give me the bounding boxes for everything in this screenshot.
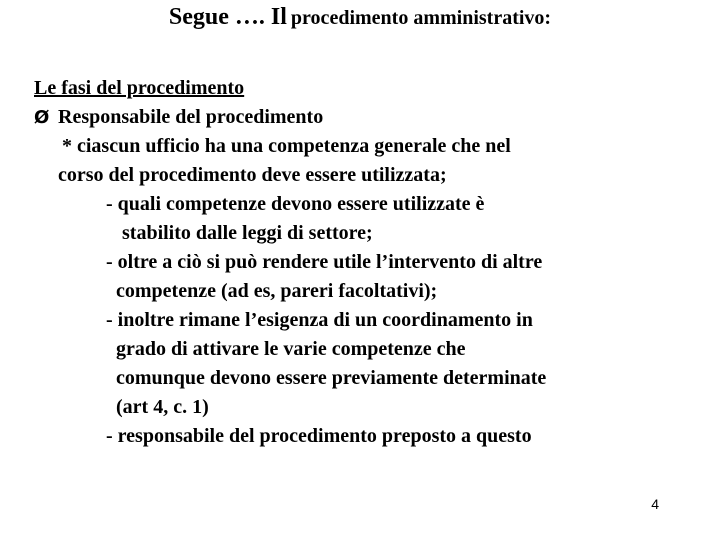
body-line: comunque devono essere previamente determinate [116, 367, 547, 389]
body-line: stabilito dalle leggi di settore; [122, 222, 373, 244]
section-heading: Le fasi del procedimento [34, 77, 245, 99]
body-line: (art 4, c. 1) [116, 396, 209, 418]
body-line: competenze (ad es, pareri facoltativi); [116, 280, 438, 302]
body-line: - inoltre rimane l’esigenza di un coordinamento in [106, 309, 533, 331]
slide-title-lead: Segue …. Il [168, 4, 287, 30]
body-line: - quali competenze devono essere utilizzate è [106, 193, 485, 215]
body-line: - oltre a ciò si può rendere utile l’intervento di altre [106, 251, 543, 273]
slide-body [34, 74, 694, 451]
body-line: * ciascun ufficio ha una competenza generale che nel [62, 135, 511, 157]
slide-title-rest: procedimento amministrativo: [290, 7, 552, 29]
bullet-item [34, 103, 694, 132]
body-line: grado di attivare le varie competenze che [116, 338, 466, 360]
arrow-bullet-icon: Ø [34, 107, 50, 128]
body-line: - responsabile del procedimento preposto a questo [106, 425, 532, 447]
body-line: corso del procedimento deve essere utilizzata; [58, 164, 447, 186]
bullet-label: Responsabile del procedimento [58, 106, 324, 128]
slide-title [0, 4, 720, 31]
page-number: 4 [651, 496, 659, 512]
